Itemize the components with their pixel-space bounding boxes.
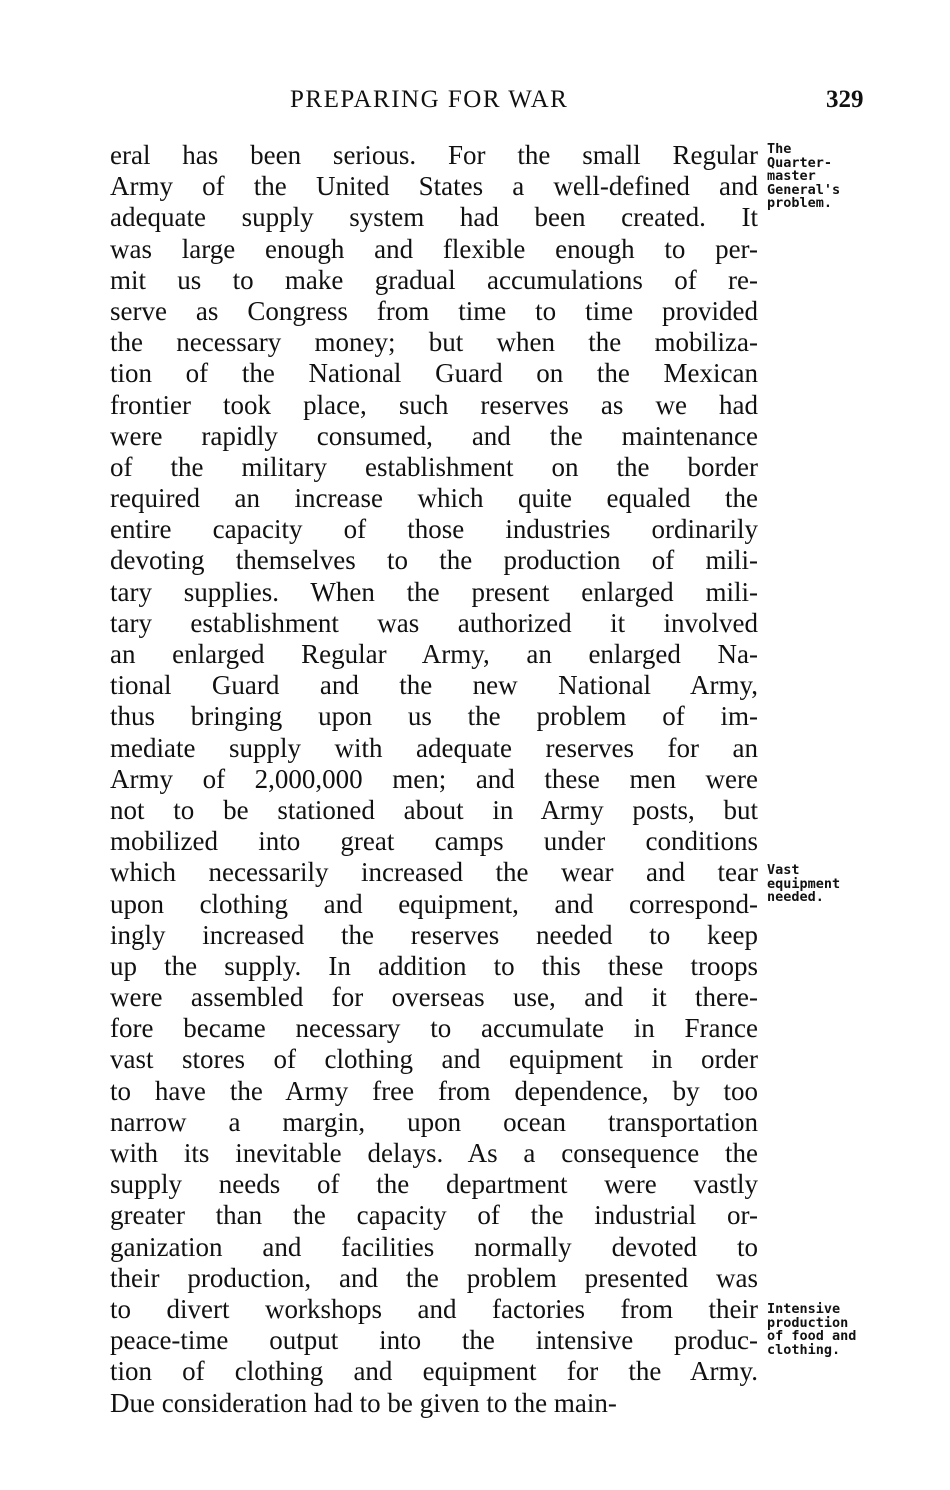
text-line: greater than the capacity of the industrial or-	[110, 1200, 758, 1231]
text-line: tion of clothing and equipment for the Army.	[110, 1356, 758, 1387]
sidenote-line: Intensive	[767, 1301, 841, 1317]
sidenote-line: The	[767, 141, 792, 157]
text-line: required an increase which quite equaled the	[110, 483, 758, 514]
sidenote-line: needed.	[767, 889, 824, 905]
text-line: mobilized into great camps under conditions	[110, 826, 758, 857]
text-line: an enlarged Regular Army, an enlarged Na-	[110, 639, 758, 669]
sidenote-line: clothing.	[767, 1341, 841, 1358]
sidenote-line: equipment	[767, 875, 841, 892]
sidenote-line: of food and	[767, 1328, 857, 1344]
text-line: were assembled for overseas use, and it there-	[110, 982, 758, 1013]
text-line: tional Guard and the new National Army,	[110, 670, 758, 701]
text-line: Army of 2,000,000 men; and these men were	[110, 763, 758, 794]
text-line: upon clothing and equipment, and correspond-	[110, 888, 758, 919]
text-line: vast stores of clothing and equipment in order	[110, 1044, 758, 1075]
text-line: entire capacity of those industries ordinarily	[110, 514, 758, 545]
text-line: to divert workshops and factories from their	[110, 1293, 758, 1324]
sidenote-line: Quarter-	[767, 154, 833, 171]
page-number: 329	[826, 86, 864, 113]
sidenote-quartermaster-problem	[767, 143, 840, 211]
text-line: was large enough and flexible enough to per-	[110, 233, 758, 264]
text-line: fore became necessary to accumulate in France	[110, 1013, 758, 1044]
body-text	[110, 140, 758, 1419]
sidenote-line: production	[767, 1314, 849, 1331]
sidenote-vast-equipment	[767, 864, 840, 905]
text-line: tion of the National Guard on the Mexican	[110, 358, 758, 389]
sidenote-intensive-production	[767, 1303, 856, 1357]
sidenote-line: General's	[767, 181, 841, 198]
text-line: up the supply. In addition to this these troops	[110, 950, 758, 981]
text-line: mit us to make gradual accumulations of re-	[110, 264, 758, 295]
sidenote-line: master	[767, 168, 816, 184]
text-line: Army of the United States a well-defined and	[110, 171, 758, 202]
text-line: their production, and the problem presented was	[110, 1262, 758, 1293]
text-line: frontier took place, such reserves as we had	[110, 389, 758, 420]
text-line: ganization and facilities normally devoted to	[110, 1231, 758, 1262]
text-line: not to be stationed about in Army posts, but	[110, 794, 758, 825]
text-line: of the military establishment on the border	[110, 451, 758, 482]
text-line: Due consideration had to be given to the main-	[110, 1387, 617, 1418]
text-line: thus bringing upon us the problem of im-	[110, 701, 758, 732]
text-line: eral has been serious. For the small Regular	[110, 140, 758, 170]
text-line: peace-time output into the intensive produc-	[110, 1325, 758, 1356]
text-line: mediate supply with adequate reserves for an	[110, 732, 758, 763]
text-line: devoting themselves to the production of mili-	[110, 545, 758, 576]
text-line: the necessary money; but when the mobiliza-	[110, 327, 758, 358]
text-line: were rapidly consumed, and the maintenance	[110, 420, 758, 451]
text-line: tary establishment was authorized it involved	[110, 607, 758, 638]
text-line: which necessarily increased the wear and tear	[110, 857, 758, 888]
text-line: with its inevitable delays. As a consequence the	[110, 1138, 758, 1168]
sidenote-line: Vast	[767, 862, 800, 878]
text-line: serve as Congress from time to time provided	[110, 295, 758, 326]
text-line: narrow a margin, upon ocean transportation	[110, 1106, 758, 1137]
running-title: PREPARING FOR WAR	[290, 86, 569, 113]
sidenote-line: problem.	[767, 195, 833, 211]
text-line: ingly increased the reserves needed to keep	[110, 919, 758, 950]
text-line: supply needs of the department were vastly	[110, 1169, 758, 1200]
text-line: tary supplies. When the present enlarged mili-	[110, 576, 758, 607]
text-line: to have the Army free from dependence, by too	[110, 1075, 758, 1106]
text-line: adequate supply system had been created. It	[110, 202, 758, 233]
